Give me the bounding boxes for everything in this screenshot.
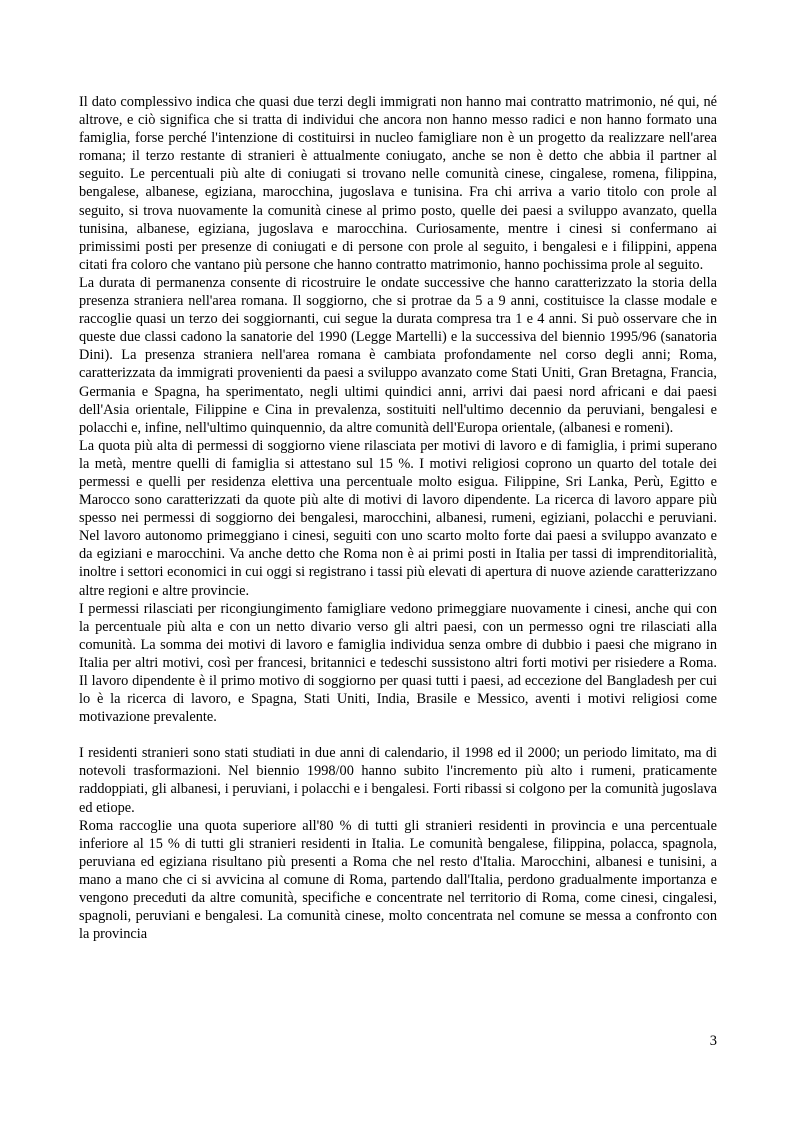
- paragraph-residence-permits: La quota più alta di permessi di soggiorno viene rilasciata per motivi di lavoro e di famiglia, i primi superano la metà, mentre quelli di famiglia si attestano sul 15 %. I motivi religiosi coprono un quarto del totale dei permessi e quelli per residenza elettiva una percentuale molto esigua. Filippine, Sri Lanka, Perù, Egitto e Marocco sono caratterizzati da quote più alte di motivi di lavoro dipendente. La ricerca di lavoro appare più spesso nei permessi di soggiorno dei bengalesi, marocchini, albanesi, rumeni, egiziani, polacchi e peruviani. Nel lavoro autonomo primeggiano i cinesi, seguiti con uno scarto molto forte dai paesi a sviluppo avanzato e da egiziani e marocchini. Va anche detto che Roma non è ai primi posti in Italia per tassi di imprenditorialità, inoltre i settori economici in cui oggi si registrano i tassi più elevati di apertura di nuove aziende caratterizzano altre regioni e altre provincie.: [79, 437, 717, 599]
- paragraph-foreign-residents: I residenti stranieri sono stati studiati in due anni di calendario, il 1998 ed il 2000; un periodo limitato, ma di notevoli trasformazioni. Nel biennio 1998/00 hanno subito l'incremento più alto i rumeni, praticamente raddoppiati, gli albanesi, i peruviani, i polacchi e i bengalesi. Forti ribassi si colgono per la comunità jugoslava ed etiope.: [79, 745, 717, 816]
- paragraph-marital-status: Il dato complessivo indica che quasi due terzi degli immigrati non hanno mai contratto matrimonio, né qui, né altrove, e ciò significa che si tratta di individui che ancora non hanno messo radici e non hanno formato una famiglia, forse perché l'intenzione di costituirsi in nucleo famigliare non è un progetto da realizzare nell'area romana; il terzo restante di stranieri è attualmente coniugato, anche se non è detto che abbia il partner al seguito. Le percentuali più alte di coniugati si trovano nelle comunità cinese, cingalese, romena, filippina, bengalese, albanese, egiziana, marocchina, jugoslava e tunisina. Fra chi arriva a vario titolo con prole al seguito, si trova nuovamente la comunità cinese al primo posto, quelle dei paesi a sviluppo avanzato, quella tunisina, albanese, egiziana, jugoslava e marocchina. Curiosamente, mentre i cinesi si confermano ai primissimi posti per presenze di coniugati e di persone con prole al seguito, i bengalesi e i filippini, appena citati fra coloro che vantano più persone che hanno contratto matrimonio, hanno pochissima prole al seguito.: [79, 94, 717, 273]
- paragraph-rome-share: Roma raccoglie una quota superiore all'80 % di tutti gli stranieri residenti in provincia e una percentuale inferiore al 15 % di tutti gli stranieri residenti in Italia. Le comunità bengalese, filippina, polacca, spagnola, peruviana ed egiziana risultano più presenti a Roma che nel resto d'Italia. Marocchini, albanesi e tunisini, a mano a mano che ci si avvicina al comune di Roma, partendo dall'Italia, perdono gradualmente importanza e vengono preceduti da altre comunità, specifiche e concentrate nel territorio di Roma, come cinesi, cingalesi, spagnoli, peruviani e bengalesi. La comunità cinese, molto concentrata nel comune se messa a confronto con la provincia: [79, 817, 717, 943]
- page-number: 3: [709, 1033, 717, 1049]
- document-body: [79, 93, 717, 943]
- paragraph-duration-of-stay: La durata di permanenza consente di ricostruire le ondate successive che hanno caratterizzato la storia della presenza straniera nell'area romana. Il soggiorno, che si protrae da 5 a 9 anni, costituisce la classe modale e raccoglie quasi un terzo dei soggiornanti, cui segue la durata compresa tra 1 e 4 anni. Si può osservare che in queste due classi cadono la sanatorie del 1990 (Legge Martelli) e la successiva del biennio 1995/96 (sanatoria Dini). La presenza straniera nell'area romana è cambiata profondamente nel corso degli anni; Roma, caratterizzata da immigrati provenienti da paesi a sviluppo avanzato come Stati Uniti, Gran Bretagna, Francia, Germania e Spagna, ha sperimentato, negli ultimi quindici anni, arrivi dai paesi nord africani e dai paesi dell'Asia orientale, Filippine e Cina in prevalenza, sostituiti nell'ultimo decennio da peruviani, bengalesi e polacchi e, infine, nell'ultimo quinquennio, da altre comunità dell'Europa orientale, (albanesi e romeni).: [79, 274, 717, 436]
- paragraph-family-reunification: I permessi rilasciati per ricongiungimento famigliare vedono primeggiare nuovamente i cinesi, anche qui con la percentuale più alta e con un netto divario verso gli altri paesi, con un permesso ogni tre rilasciati alla comunità. La somma dei motivi di lavoro e famiglia individua senza ombre di dubbio i paesi che migrano in Italia per altri motivi, così per francesi, britannici e tedeschi sussistono altri forti motivi per risiedere a Roma. Il lavoro dipendente è il primo motivo di soggiorno per quasi tutti i paesi, ad eccezione del Bangladesh per cui lo è la ricerca di lavoro, e Spagna, Stati Uniti, India, Brasile e Messico, aventi i motivi religiosi come motivazione prevalente.: [79, 600, 717, 726]
